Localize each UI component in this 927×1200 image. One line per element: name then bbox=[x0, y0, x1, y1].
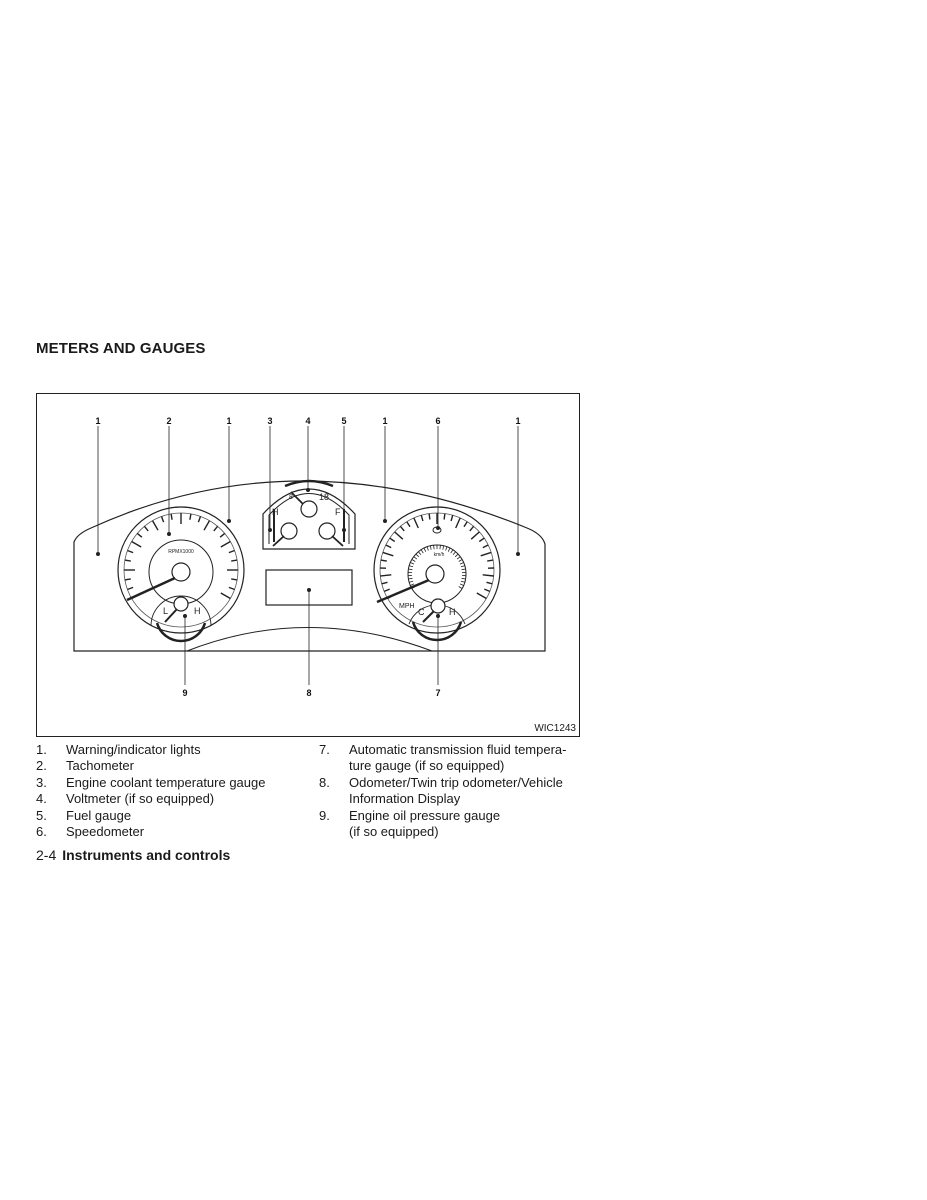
legend-number: 2. bbox=[36, 758, 47, 774]
callout-8: 8 bbox=[306, 688, 312, 698]
gauge-tick bbox=[430, 546, 431, 550]
gauge-tick bbox=[380, 575, 391, 576]
gauge-tick bbox=[214, 526, 218, 531]
gauge-tick bbox=[451, 515, 453, 521]
legend-number: 3. bbox=[36, 774, 47, 790]
gauge-tick bbox=[229, 551, 235, 553]
legend-number: 4. bbox=[36, 791, 47, 807]
callout-6: 6 bbox=[435, 416, 441, 426]
gauge-tick bbox=[198, 516, 200, 522]
gauge-tick bbox=[448, 548, 450, 552]
gauge-tick bbox=[221, 542, 231, 548]
gauge-tick bbox=[434, 545, 435, 549]
gauge-tick bbox=[395, 532, 403, 539]
gauge-tick bbox=[171, 514, 172, 520]
trans-cold-label: C bbox=[418, 607, 425, 617]
callout-1-far-left: 1 bbox=[95, 416, 101, 426]
callout-7: 7 bbox=[435, 688, 441, 698]
gauge-tick bbox=[429, 514, 430, 520]
legend-number: 6. bbox=[36, 824, 47, 840]
legend-text: Voltmeter (if so equipped) bbox=[66, 791, 215, 807]
legend-item bbox=[319, 775, 589, 808]
legend-left bbox=[36, 742, 306, 840]
gauge-tick bbox=[483, 575, 494, 576]
legend-item bbox=[36, 758, 306, 774]
gauge-tick bbox=[471, 532, 479, 539]
coolant-hot-label: H bbox=[272, 507, 279, 517]
page-number: 2-4 bbox=[36, 847, 57, 863]
gauge-tick bbox=[190, 514, 191, 520]
gauge-tick bbox=[153, 521, 159, 531]
gauge-tick bbox=[409, 566, 413, 567]
callout-1-mid-right: 1 bbox=[382, 416, 388, 426]
gauge-tick bbox=[383, 552, 394, 555]
gauge-tick bbox=[414, 557, 417, 559]
legend-text-line: Information Display bbox=[349, 791, 461, 807]
oil-high-label: H bbox=[194, 606, 201, 616]
gauge-tick bbox=[381, 560, 387, 561]
legend-text bbox=[349, 775, 589, 808]
gauge-tick bbox=[407, 522, 410, 527]
volt-low-label: 8 bbox=[289, 494, 293, 501]
legend-text: Warning/indicator lights bbox=[66, 742, 201, 757]
legend-text-line: Odometer/Twin trip odometer/Vehicle bbox=[349, 774, 563, 790]
instrument-cluster-diagram bbox=[37, 394, 579, 736]
gauge-tick bbox=[456, 518, 461, 528]
legend-text bbox=[349, 742, 589, 775]
page-footer bbox=[36, 847, 230, 863]
gauge-tick bbox=[453, 552, 456, 555]
legend-text-line: Engine oil pressure gauge bbox=[349, 807, 501, 823]
callout-2: 2 bbox=[166, 416, 172, 426]
gauge-tick bbox=[231, 560, 237, 561]
gauge-tick bbox=[462, 569, 466, 570]
gauge-tick bbox=[424, 548, 426, 552]
chapter-title: Instruments and controls bbox=[62, 847, 231, 863]
gauge-tick bbox=[459, 560, 462, 562]
gauge-tick bbox=[127, 587, 133, 589]
gauge-tick bbox=[421, 515, 423, 521]
callout-1-mid-left: 1 bbox=[226, 416, 232, 426]
legend-text: Tachometer bbox=[66, 758, 134, 774]
gauge-tick bbox=[229, 587, 235, 589]
tachometer-gauge bbox=[118, 507, 244, 641]
section-title: METERS AND GAUGES bbox=[36, 340, 206, 357]
gauge-tick bbox=[457, 557, 460, 559]
gauge-tick bbox=[481, 552, 492, 555]
legend-text-line: (if so equipped) bbox=[349, 824, 439, 840]
legend-text bbox=[349, 808, 589, 841]
gauge-tick bbox=[221, 593, 231, 599]
gauge-tick bbox=[446, 547, 447, 551]
legend-item bbox=[319, 808, 589, 841]
gauge-tick bbox=[444, 514, 445, 520]
legend-right bbox=[319, 742, 589, 840]
oil-low-label: L bbox=[163, 606, 169, 616]
legend-item bbox=[36, 791, 306, 807]
gauge-tick bbox=[204, 521, 210, 531]
legend-item bbox=[36, 742, 306, 758]
callout-4: 4 bbox=[305, 416, 311, 426]
callout-9: 9 bbox=[182, 688, 188, 698]
gauge-tick bbox=[220, 533, 225, 537]
mph-unit-label: MPH bbox=[399, 603, 415, 610]
gauge-tick bbox=[408, 569, 412, 570]
gauge-tick bbox=[464, 522, 467, 527]
gauge-tick bbox=[421, 550, 423, 553]
cluster-lower-arc bbox=[187, 628, 432, 652]
gauge-tick bbox=[460, 584, 464, 586]
gauge-tick bbox=[127, 551, 133, 553]
legend-item bbox=[319, 742, 589, 775]
gauge-tick bbox=[470, 526, 474, 531]
gauge-tick bbox=[137, 533, 142, 537]
gauge-tick bbox=[477, 593, 487, 599]
gauge-tick bbox=[231, 579, 237, 580]
legend-item bbox=[36, 775, 306, 791]
legend-text-line: ture gauge (if so equipped) bbox=[349, 758, 505, 774]
gauge-tick bbox=[427, 547, 428, 551]
gauge-tick bbox=[412, 560, 415, 562]
tach-unit-label: RPMX1000 bbox=[168, 549, 194, 555]
legend-text: Engine coolant temperature gauge bbox=[66, 774, 266, 790]
legend-text: Speedometer bbox=[66, 824, 145, 840]
gauge-tick bbox=[462, 578, 466, 579]
gauge-tick bbox=[400, 526, 404, 531]
gauge-tick bbox=[125, 560, 131, 561]
gauge-tick bbox=[479, 538, 484, 541]
gauge-tick bbox=[459, 587, 462, 589]
gauge-tick bbox=[390, 538, 395, 541]
legend-number: 5. bbox=[36, 807, 47, 823]
gauge-tick bbox=[132, 542, 142, 548]
gauge-tick bbox=[483, 545, 488, 548]
legend-number: 7. bbox=[319, 742, 330, 757]
gauge-tick bbox=[408, 578, 412, 579]
gauge-tick bbox=[461, 581, 465, 582]
legend-number: 8. bbox=[319, 774, 330, 790]
kmh-unit-label: km/h bbox=[433, 552, 445, 558]
gauge-tick bbox=[484, 589, 490, 591]
gauge-tick bbox=[410, 563, 414, 565]
gauge-tick bbox=[455, 554, 458, 557]
legend-item bbox=[36, 808, 306, 824]
gauge-tick bbox=[382, 582, 388, 584]
gauge-tick bbox=[162, 516, 164, 522]
instrument-cluster-figure bbox=[36, 393, 580, 737]
gauge-tick bbox=[440, 545, 441, 549]
gauge-tick bbox=[460, 563, 464, 565]
trans-hot-label: H bbox=[449, 607, 456, 617]
callout-5: 5 bbox=[341, 416, 347, 426]
gauge-tick bbox=[144, 526, 148, 531]
gauge-tick bbox=[443, 546, 444, 550]
figure-id: WIC1243 bbox=[534, 723, 576, 734]
legend-text: Fuel gauge bbox=[66, 807, 132, 823]
volt-high-label: 18 bbox=[319, 492, 330, 502]
gauge-tick bbox=[487, 582, 493, 584]
gauge-tick bbox=[487, 560, 493, 561]
gauge-tick bbox=[125, 579, 131, 580]
gauge-tick bbox=[461, 566, 465, 567]
gauge-tick bbox=[451, 550, 453, 553]
gauge-tick bbox=[416, 554, 419, 557]
legend-item bbox=[36, 824, 306, 840]
legend-text-line: Automatic transmission fluid tempera- bbox=[349, 742, 567, 757]
legend-number: 1. bbox=[36, 742, 47, 757]
gauge-tick bbox=[386, 545, 391, 548]
gauge-tick bbox=[418, 552, 421, 555]
gauge-tick bbox=[414, 518, 419, 528]
callout-3: 3 bbox=[267, 416, 273, 426]
callout-1-far-right: 1 bbox=[515, 416, 521, 426]
gauge-tick bbox=[409, 581, 413, 582]
gauge-tick bbox=[384, 589, 390, 591]
legend-number: 9. bbox=[319, 807, 330, 823]
fuel-full-label: F bbox=[335, 507, 341, 517]
